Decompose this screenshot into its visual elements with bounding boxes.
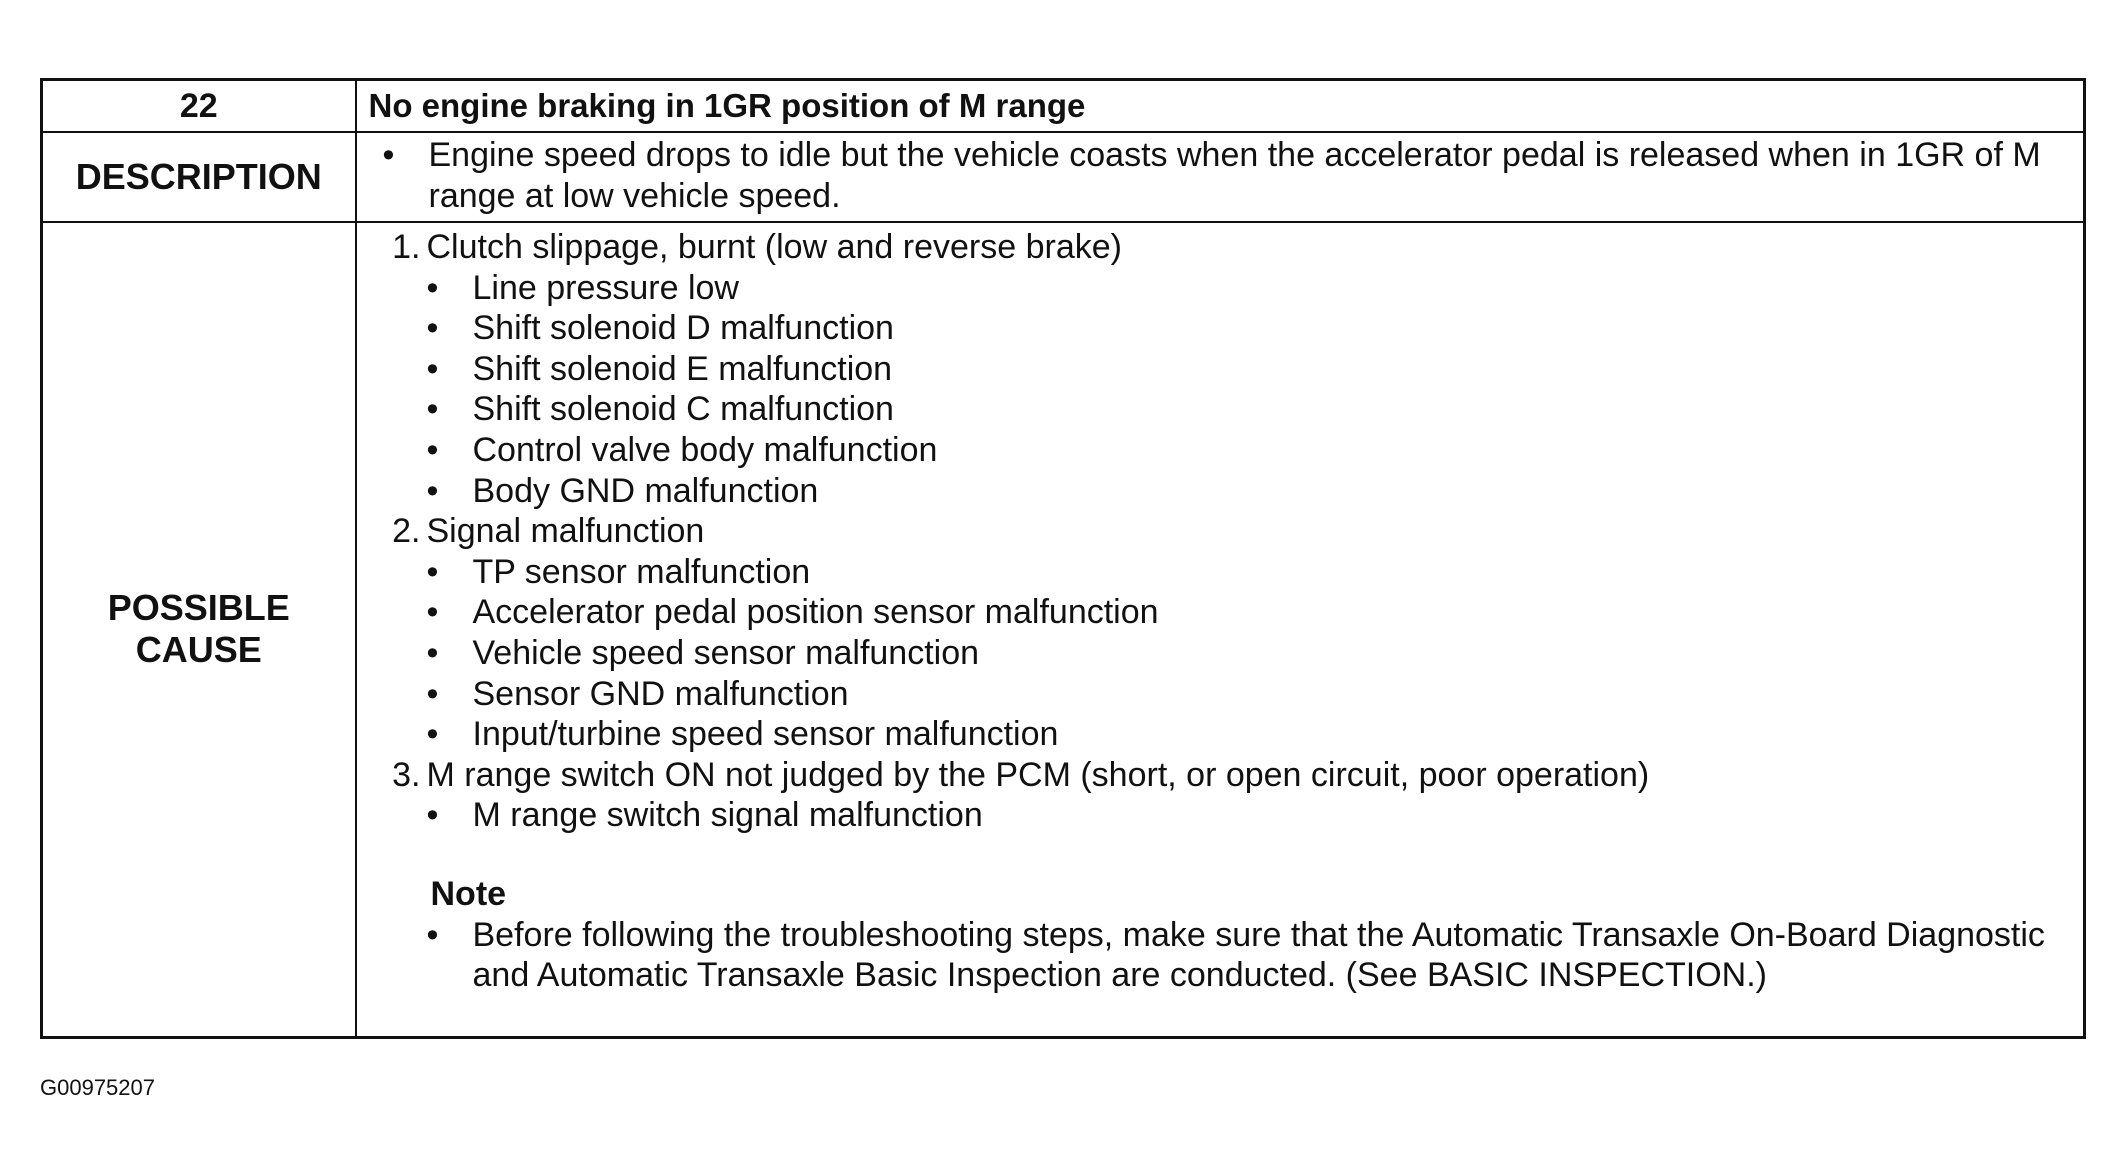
note-list	[421, 915, 2068, 996]
cause-item-text: TP sensor malfunction	[472, 552, 811, 591]
bullet-icon: •	[426, 715, 439, 754]
cause-heading	[375, 755, 2068, 796]
cause-heading	[375, 227, 2068, 268]
cause-item-text: M range switch signal malfunction	[472, 796, 983, 835]
symptom-number: 22	[42, 80, 356, 133]
possible-cause-label-line1: POSSIBLE	[107, 587, 290, 629]
cause-number: 1.	[392, 228, 421, 266]
cause-item-text: Shift solenoid D malfunction	[472, 309, 894, 348]
cause-item-text: Accelerator pedal position sensor malfunction	[472, 593, 1159, 632]
cause-heading	[375, 511, 2068, 552]
bullet-icon: •	[382, 136, 395, 174]
cause-item	[421, 430, 2068, 471]
possible-cause-label-line2: CAUSE	[135, 629, 262, 671]
description-cell	[356, 132, 2085, 222]
possible-cause-cell	[356, 222, 2085, 1037]
description-label: DESCRIPTION	[42, 132, 356, 222]
cause-group	[375, 755, 2068, 836]
cause-list	[375, 227, 2068, 836]
symptom-title: No engine braking in 1GR position of M range	[356, 80, 2085, 133]
cause-item-list	[421, 795, 2068, 836]
bullet-icon: •	[426, 430, 439, 469]
description-row	[42, 132, 2085, 222]
cause-item-text: Control valve body malfunction	[472, 430, 938, 469]
cause-item-list	[421, 552, 2068, 755]
description-item	[377, 135, 2068, 216]
bullet-icon: •	[426, 349, 439, 388]
possible-cause-row	[42, 222, 2085, 1037]
troubleshooting-table	[40, 78, 2086, 1039]
bullet-icon: •	[426, 471, 439, 510]
bullet-icon: •	[426, 390, 439, 429]
bullet-icon: •	[426, 674, 439, 713]
possible-cause-label	[42, 222, 356, 1037]
cause-text: Clutch slippage, burnt (low and reverse brake)	[426, 228, 1122, 266]
cause-item-text: Shift solenoid C malfunction	[472, 390, 894, 429]
description-text: Engine speed drops to idle but the vehicle coasts when the accelerator pedal is released when in 1GR of M range at low vehicle speed.	[428, 136, 2041, 215]
bullet-icon: •	[426, 552, 439, 591]
cause-item	[421, 349, 2068, 390]
cause-text: M range switch ON not judged by the PCM (short, or open circuit, poor operation)	[426, 755, 1650, 794]
cause-item	[421, 714, 2068, 755]
bullet-icon: •	[426, 593, 439, 632]
bullet-icon: •	[426, 268, 439, 307]
cause-item	[421, 633, 2068, 674]
cause-number: 2.	[392, 512, 421, 551]
cause-item-text: Shift solenoid E malfunction	[472, 349, 893, 388]
bullet-icon: •	[426, 915, 439, 954]
cause-group	[375, 511, 2068, 755]
cause-item-text: Vehicle speed sensor malfunction	[472, 633, 980, 672]
cause-item-text: Body GND malfunction	[472, 471, 819, 510]
cause-text: Signal malfunction	[426, 512, 705, 551]
cause-item-text: Input/turbine speed sensor malfunction	[472, 715, 1059, 754]
cause-item	[421, 552, 2068, 593]
cause-item	[421, 389, 2068, 430]
cause-group	[375, 227, 2068, 511]
note-text: Before following the troubleshooting steps, make sure that the Automatic Transaxle On-Board Diagnostic and Automatic Transaxle Basic Inspection are conducted. (See BASIC INSPECTION.)	[472, 915, 2045, 995]
cause-item-text: Sensor GND malfunction	[472, 674, 849, 713]
title-row	[42, 80, 2085, 133]
cause-item-text: Line pressure low	[472, 268, 739, 307]
bullet-icon: •	[426, 309, 439, 348]
cause-item	[421, 268, 2068, 309]
cause-item	[421, 308, 2068, 349]
bullet-icon: •	[426, 796, 439, 835]
note-label: Note	[430, 874, 507, 913]
cause-item	[421, 674, 2068, 715]
note-item	[421, 915, 2068, 996]
cause-item	[421, 592, 2068, 633]
bullet-icon: •	[426, 633, 439, 672]
figure-code: G00975207	[40, 1075, 155, 1100]
cause-number: 3.	[392, 755, 421, 794]
cause-item-list	[421, 268, 2068, 512]
cause-item	[421, 471, 2068, 512]
cause-item	[421, 795, 2068, 836]
